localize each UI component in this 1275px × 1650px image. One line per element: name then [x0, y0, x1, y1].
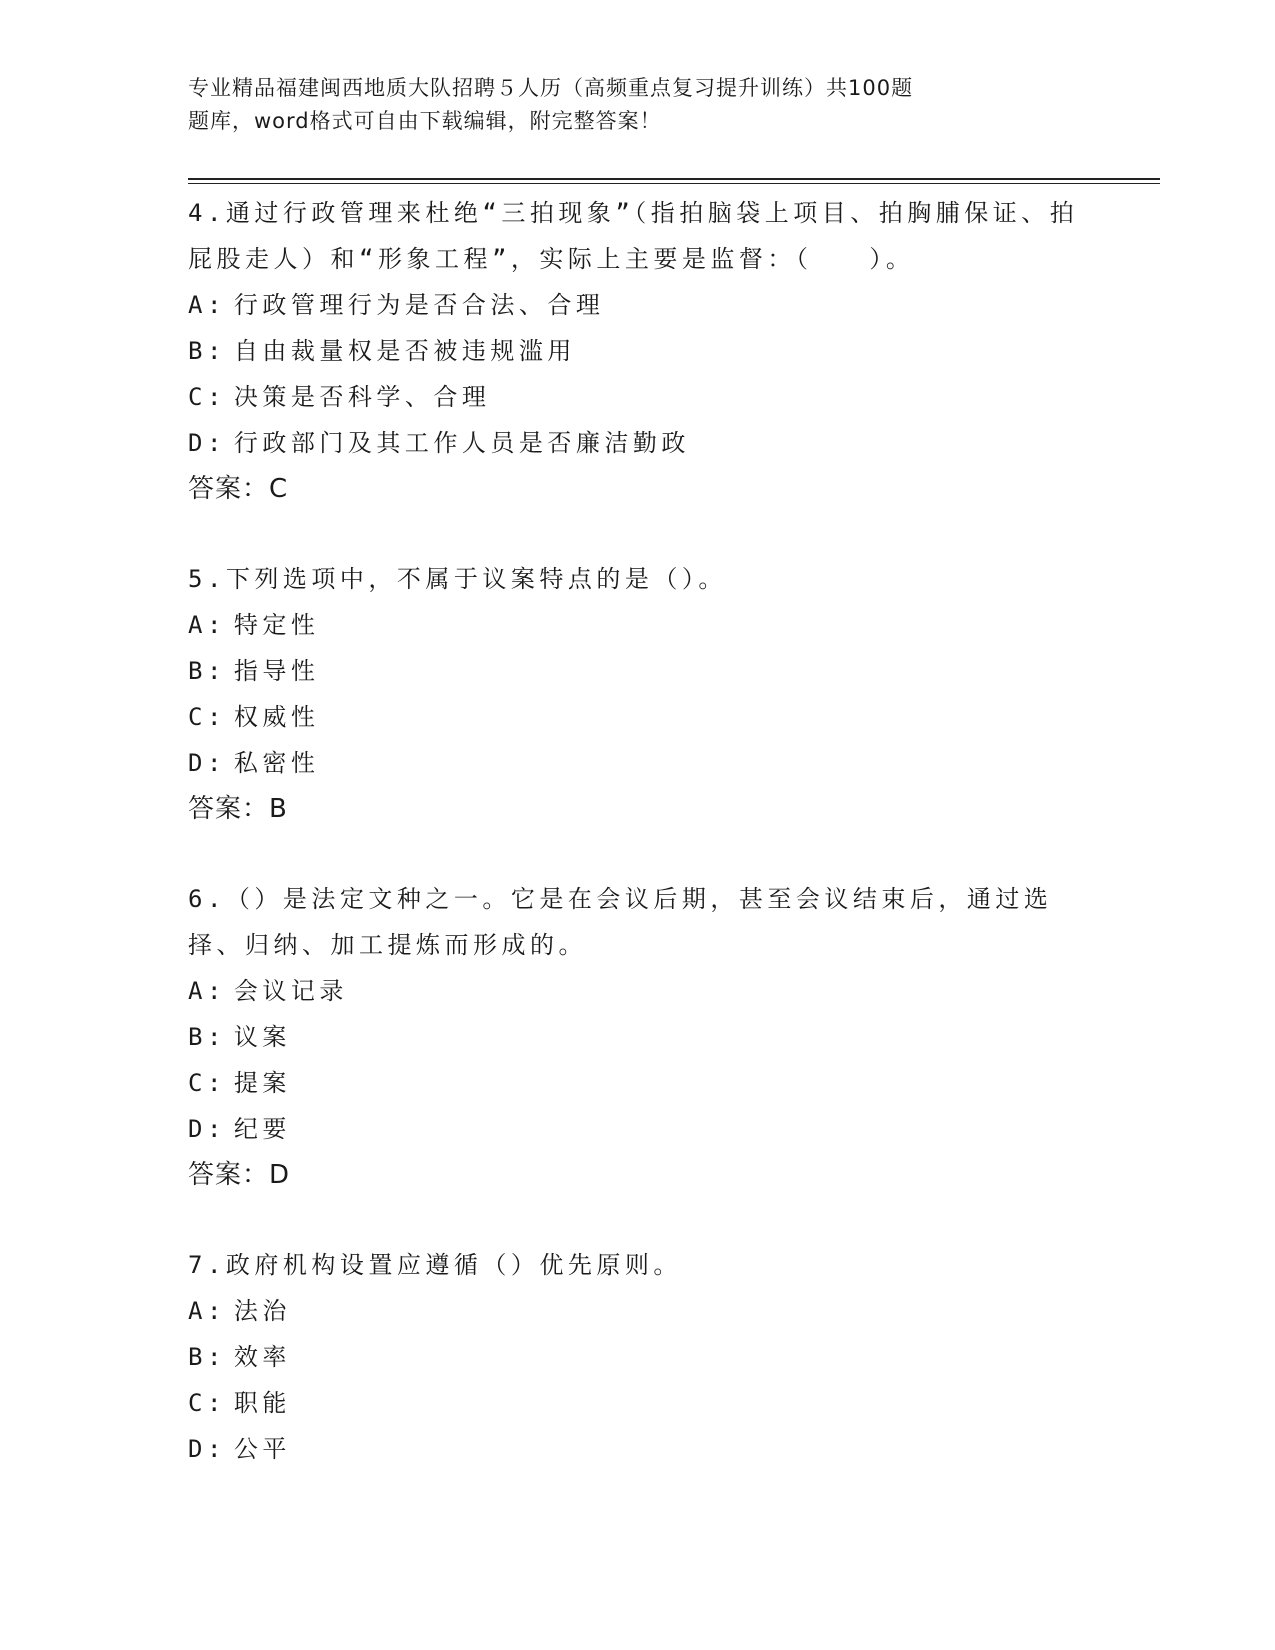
option-key: A — [188, 291, 207, 319]
option-a — [188, 282, 1088, 328]
option-a — [188, 1288, 1088, 1334]
question-stem: 4.通过行政管理来杜绝“三拍现象”（指拍脑袋上项目、拍胸脯保证、拍屁股走人）和“形象工程”，实际上主要是监督：（ ）。 — [188, 199, 1079, 273]
option-text: 决策是否科学、合理 — [233, 383, 491, 411]
answer-line: 答案：D — [188, 1160, 291, 1190]
option-text: 行政管理行为是否合法、合理 — [233, 291, 605, 319]
option-separator: : — [206, 1023, 226, 1051]
option-separator: : — [206, 749, 226, 777]
option-separator: : — [206, 611, 226, 639]
option-text: 提案 — [233, 1069, 291, 1097]
option-separator: : — [206, 977, 226, 1005]
option-key: B — [188, 1343, 207, 1371]
option-separator: : — [206, 429, 226, 457]
option-key: B — [188, 337, 207, 365]
option-d — [188, 740, 1088, 786]
option-key: A — [188, 611, 207, 639]
option-key: D — [188, 429, 207, 457]
option-b — [188, 1014, 1088, 1060]
option-c — [188, 374, 1088, 420]
option-text: 行政部门及其工作人员是否廉洁勤政 — [233, 429, 690, 457]
option-separator: : — [206, 1389, 226, 1417]
option-b — [188, 328, 1088, 374]
option-separator: : — [206, 337, 226, 365]
option-text: 特定性 — [233, 611, 320, 639]
option-separator: : — [206, 291, 226, 319]
option-separator: : — [206, 657, 226, 685]
option-key: D — [188, 1435, 207, 1463]
option-separator: : — [206, 383, 226, 411]
option-separator: : — [206, 703, 226, 731]
option-text: 纪要 — [233, 1115, 291, 1143]
answer-line: 答案：C — [188, 474, 289, 504]
option-key: C — [188, 383, 207, 411]
question-item — [188, 190, 1088, 512]
header-divider-thick — [188, 178, 1160, 180]
option-b — [188, 1334, 1088, 1380]
option-c — [188, 1380, 1088, 1426]
answer-line: 答案：B — [188, 794, 288, 824]
question-stem: 6.（）是法定文种之一。它是在会议后期，甚至会议结束后，通过选择、归纳、加工提炼而形成的。 — [188, 885, 1053, 959]
question-stem: 5.下列选项中，不属于议案特点的是（）。 — [188, 565, 727, 593]
question-item — [188, 1242, 1088, 1472]
option-key: B — [188, 1023, 207, 1051]
option-text: 效率 — [233, 1343, 291, 1371]
option-text: 议案 — [233, 1023, 291, 1051]
option-separator: : — [206, 1069, 226, 1097]
question-item — [188, 876, 1088, 1198]
option-text: 指导性 — [233, 657, 320, 685]
option-text: 私密性 — [233, 749, 320, 777]
option-c — [188, 1060, 1088, 1106]
option-key: A — [188, 977, 207, 1005]
option-b — [188, 648, 1088, 694]
header-title-line-1: 专业精品福建闽西地质大队招聘５人历（高频重点复习提升训练）共100题 — [188, 76, 914, 100]
header-title-line-2: 题库，word格式可自由下载编辑，附完整答案！ — [188, 109, 662, 133]
option-separator: : — [206, 1297, 226, 1325]
option-key: A — [188, 1297, 207, 1325]
question-stem: 7.政府机构设置应遵循（）优先原则。 — [188, 1251, 682, 1279]
option-text: 权威性 — [233, 703, 320, 731]
option-key: C — [188, 1389, 207, 1417]
option-c — [188, 694, 1088, 740]
option-text: 法治 — [233, 1297, 291, 1325]
option-text: 职能 — [233, 1389, 291, 1417]
option-a — [188, 602, 1088, 648]
option-text: 公平 — [233, 1435, 291, 1463]
option-text: 会议记录 — [233, 977, 348, 1005]
document-header — [188, 72, 1048, 138]
question-list — [188, 190, 1088, 1516]
option-key: D — [188, 749, 207, 777]
option-separator: : — [206, 1435, 226, 1463]
option-key: B — [188, 657, 207, 685]
option-key: C — [188, 703, 207, 731]
option-d — [188, 1426, 1088, 1472]
option-d — [188, 1106, 1088, 1152]
option-a — [188, 968, 1088, 1014]
option-separator: : — [206, 1115, 226, 1143]
option-key: D — [188, 1115, 207, 1143]
option-separator: : — [206, 1343, 226, 1371]
header-divider-thin — [188, 183, 1160, 184]
option-text: 自由裁量权是否被违规滥用 — [233, 337, 576, 365]
question-item — [188, 556, 1088, 832]
option-key: C — [188, 1069, 207, 1097]
option-d — [188, 420, 1088, 466]
